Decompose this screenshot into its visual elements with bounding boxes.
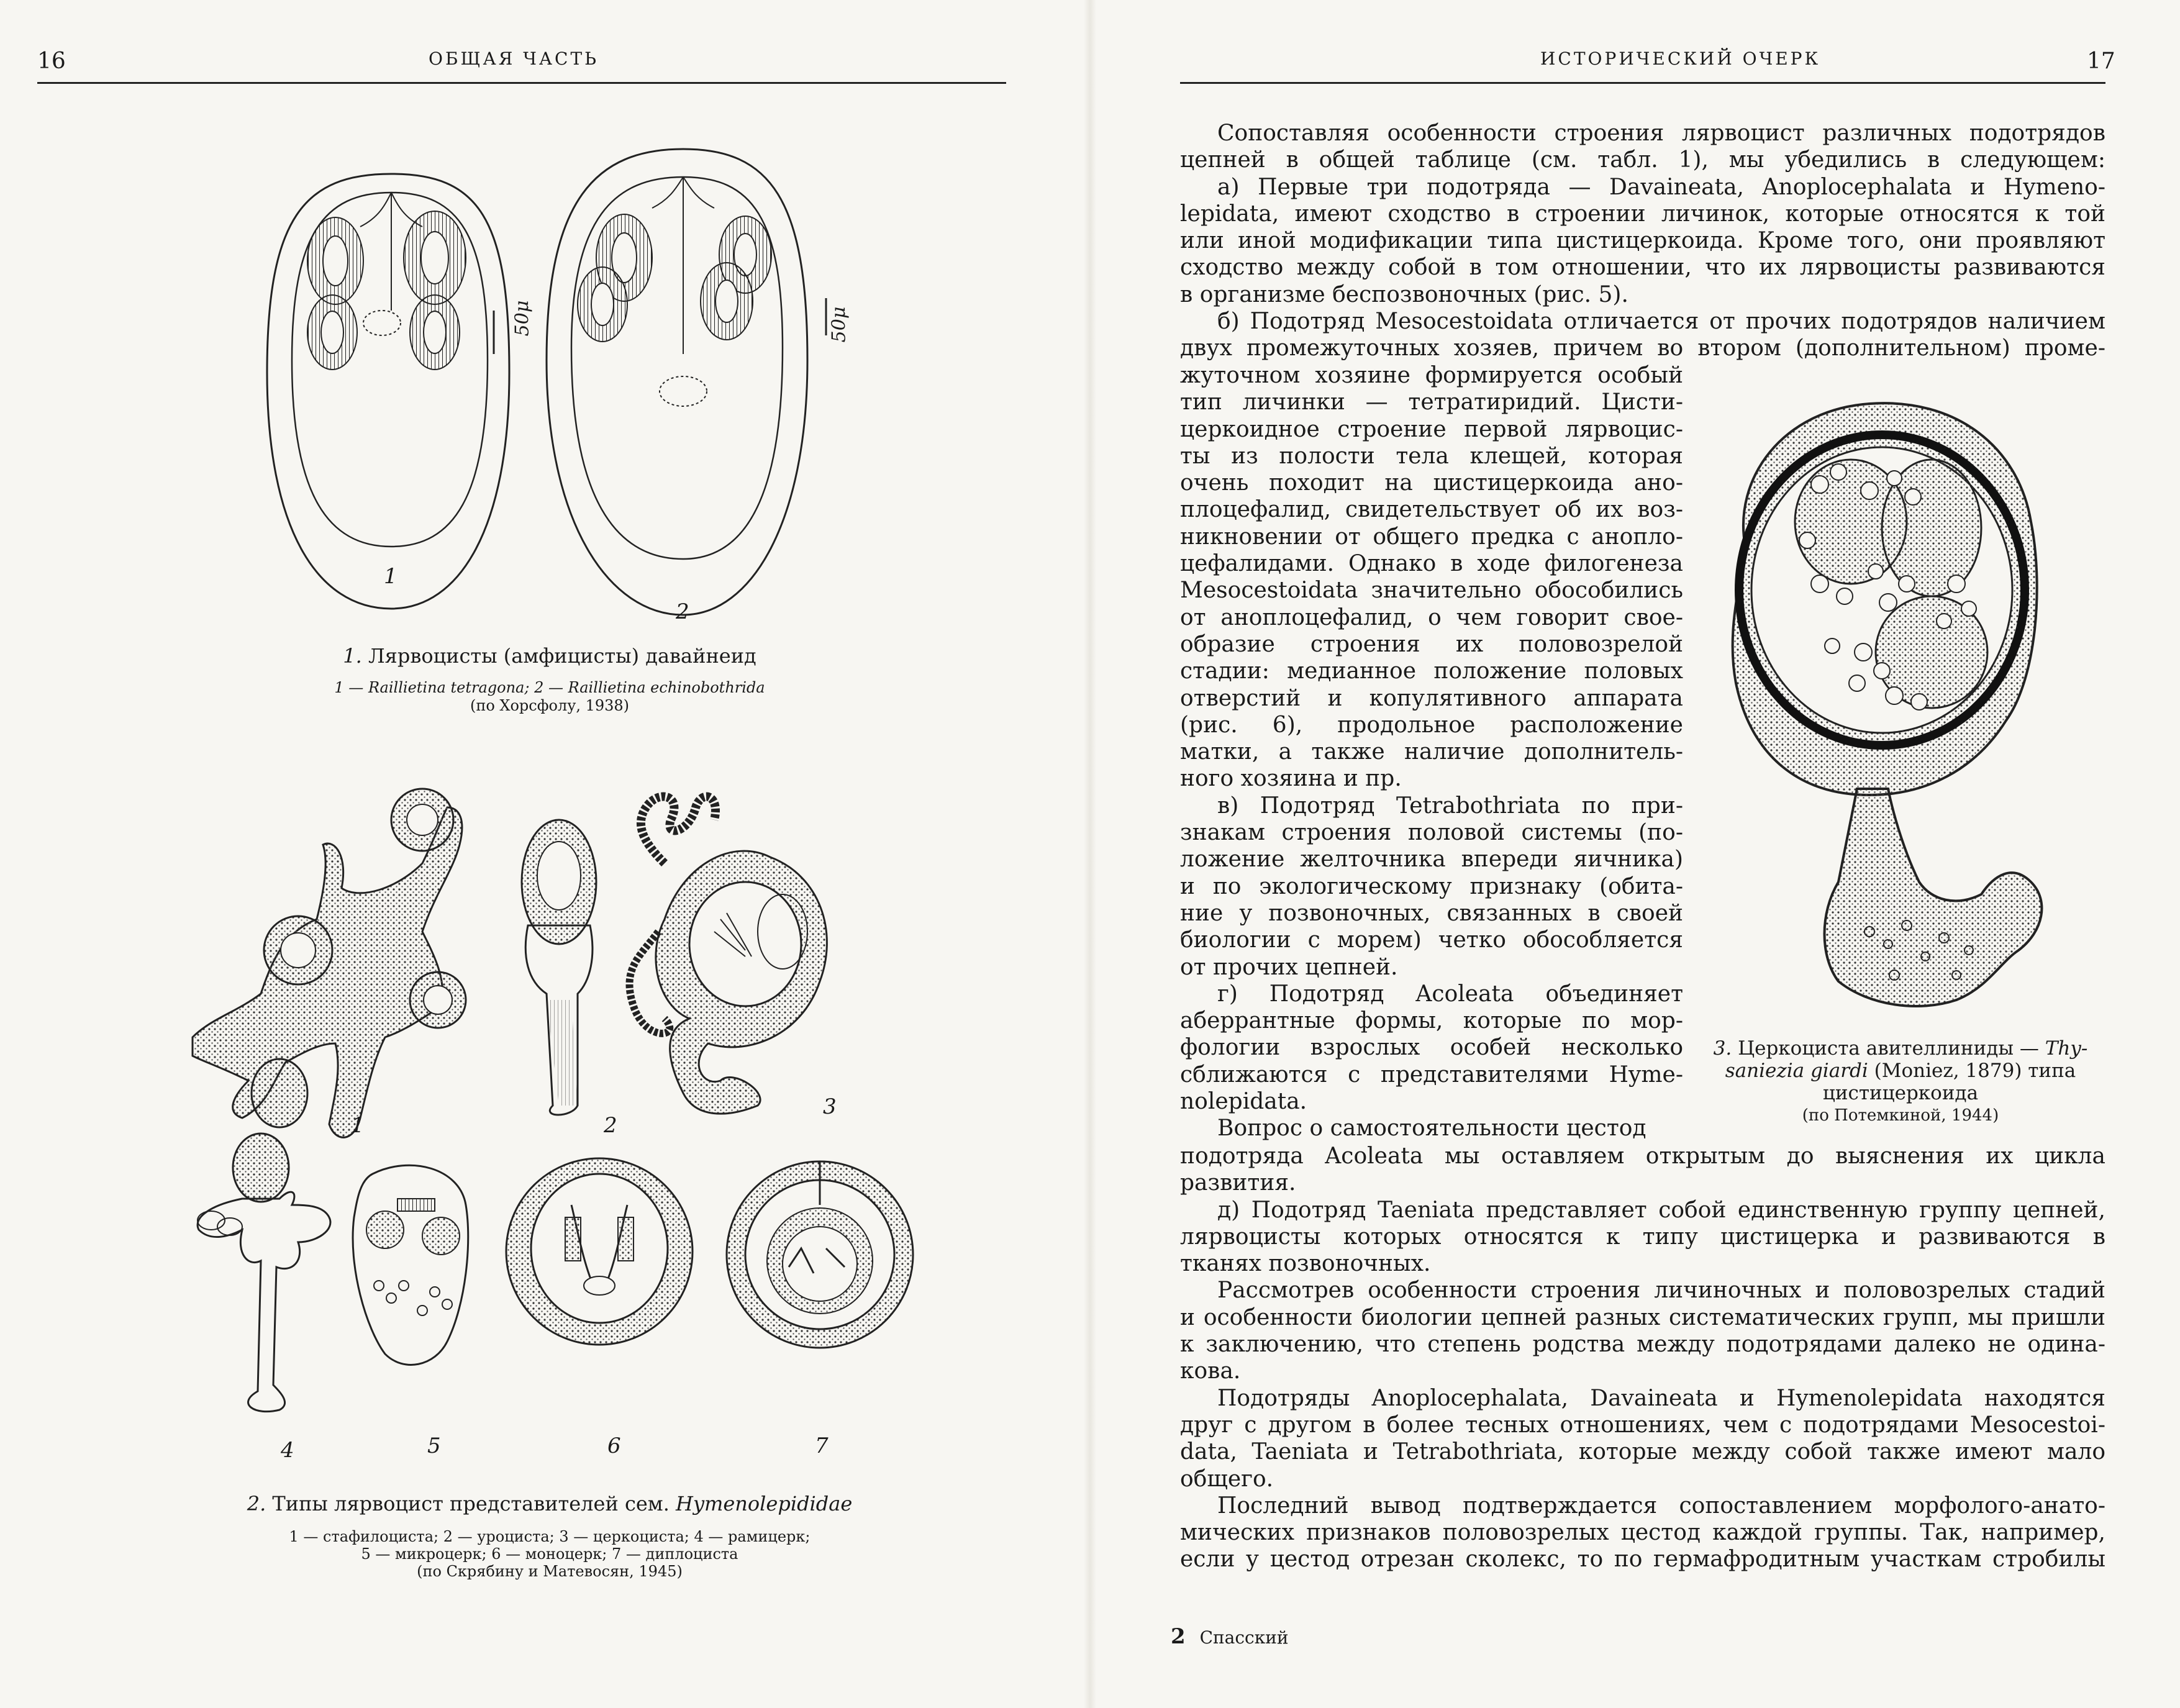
text-line: nolepidata. (1180, 1089, 1307, 1115)
fig1-title: Лярвоцисты (амфицисты) давайнеид (368, 644, 756, 668)
text-line: ложение желточника впереди яичника) (1180, 847, 1683, 873)
text-line: матки, а также наличие дополнитель- (1180, 739, 1683, 765)
fig2-label-2: 2 (604, 1113, 617, 1138)
text-line: церкоидное строение первой лярвоцис- (1180, 416, 1683, 442)
page-number: 17 (2087, 48, 2115, 74)
fig2-label-3: 3 (823, 1094, 837, 1119)
text-line: Последний вывод подтверждается сопоставлением морфолого-анато- (1217, 1492, 2105, 1519)
text-line: цепней в общей таблице (см. табл. 1), мы убедились в следующем: (1180, 147, 2105, 173)
text-line: а) Первые три подотряда — Davaineata, Anoplocephalata и Hymeno- (1217, 174, 2105, 200)
diplocyst (727, 1161, 913, 1348)
fig1-legend-num-1: 1 — (334, 679, 364, 696)
monocercus (506, 1158, 693, 1345)
fig1-legend-taxon-1: Raillietina tetragona; (368, 679, 530, 696)
text-line: ние у позвоночных, связанных в своей (1180, 900, 1683, 926)
signature-footer (1171, 1624, 1289, 1649)
text-line: lepidata, имеют сходство в строении личинок, которые относятся к той (1180, 201, 2105, 227)
running-head: ИСТОРИЧЕСКИЙ ОЧЕРК (1540, 48, 1821, 69)
page-number: 16 (37, 48, 66, 74)
scale-label-2: 50μ (828, 306, 850, 343)
fig3-caption-line-3: цистицеркоида (1822, 1082, 1979, 1104)
urocyst (522, 820, 596, 1115)
fig1-legend-taxon-2: Raillietina echinobothrida (568, 679, 765, 696)
cercocyst (630, 797, 827, 1114)
text-line: если у цестод отрезан сколекс, то по гермафродитным участкам стробилы (1180, 1547, 2105, 1573)
text-line: data, Taeniata и Tetrabothriata, которые между собой также имеют мало (1180, 1439, 2105, 1465)
text-line: тип личинки — тетратиридий. Цисти- (1180, 389, 1683, 416)
figure-3-caption (1696, 1037, 2105, 1127)
text-line: б) Подотряд Mesocestoidata отличается от прочих подотрядов наличием (1217, 309, 2105, 335)
text-line: ного хозяина и пр. (1180, 766, 1402, 792)
fig1-number: 1. (343, 644, 362, 668)
signature-number: 2 (1171, 1624, 1186, 1649)
fig2-taxon: Hymenolepididae (676, 1492, 853, 1515)
fig3-caption-line-2: (Moniez, 1879) типа (1874, 1060, 2076, 1082)
text-line: жуточном хозяине формируется особый (1180, 363, 1683, 388)
text-line: биологии с морем) четко обособляется (1180, 927, 1683, 953)
fig3-caption-line-1: Церкоциста авителлиниды — (1738, 1037, 2039, 1060)
text-line: ты из полости тела клещей, которая (1180, 443, 1683, 469)
text-line: от прочих цепней. (1180, 954, 1398, 980)
figure-1-drawing (248, 124, 838, 646)
text-line: Сопоставляя особенности строения лярвоцист различных подотрядов (1217, 120, 2105, 146)
fig3-number: 3. (1713, 1037, 1732, 1060)
text-line: двух промежуточных хозяев, причем во втором (дополнительном) проме- (1180, 335, 2105, 361)
text-line: в) Подотряд Tetrabothriata по при- (1217, 793, 1683, 819)
fig3-taxon-part-1: Thy- (2045, 1037, 2088, 1060)
microcercus (353, 1165, 468, 1365)
running-head: ОБЩАЯ ЧАСТЬ (429, 48, 599, 69)
fig2-label-5: 5 (427, 1433, 441, 1458)
fig2-number: 2. (247, 1492, 266, 1515)
text-line: фологии взрослых особей несколько (1180, 1035, 1683, 1061)
text-line: Вопрос о самостоятельности цестод (1217, 1115, 1646, 1142)
text-line: д) Подотряд Taeniata представляет собой единственную группу цепней, (1217, 1197, 2105, 1223)
larvocyst-1 (267, 174, 509, 609)
text-line: отверстий и копулятивного аппарата (1180, 685, 1683, 711)
text-line: Рассмотрев особенности строения личиночных и половозрелых стадий (1217, 1278, 2105, 1304)
text-line: цефалидами. Однако в ходе филогенеза (1180, 551, 1683, 577)
text-line: и особенности биологии цепней разных систематических групп, мы пришли (1180, 1304, 2105, 1330)
figure-2-legend-line-2: 5 — микроцерк; 6 — моноцерк; 7 — диплоциста (361, 1545, 738, 1563)
text-line: в организме беспозвоночных (рис. 5). (1180, 281, 1628, 307)
header-rule (37, 82, 1006, 84)
text-line: тканях позвоночных. (1180, 1251, 1431, 1277)
fig2-label-4: 4 (281, 1438, 294, 1463)
text-line: друг с другом в более тесных отношениях, чем с подотрядами Mesocestoi- (1180, 1412, 2105, 1438)
fig2-label-6: 6 (607, 1433, 621, 1458)
figure-2-caption (155, 1491, 944, 1517)
larvocyst-2 (547, 149, 807, 615)
text-line: сближаются с представителями Hyme- (1180, 1061, 1683, 1088)
text-line: образие строения их половозрелой (1180, 631, 1683, 657)
text-line: г) Подотряд Acoleata объединяет (1217, 981, 1683, 1007)
text-line: (рис. 6), продольное расположение (1180, 712, 1683, 738)
figure-2-source: (по Скрябину и Матевосян, 1945) (417, 1563, 683, 1580)
text-line: плоцефалид, свидетельствует об их воз- (1180, 497, 1683, 523)
text-line: или иной модификации типа цистицеркоида. Кроме того, они проявляют (1180, 228, 2105, 254)
fig1-label-2: 2 (676, 599, 689, 624)
text-line: лярвоцисты которых относятся к типу цистицерка и развиваются в (1180, 1224, 2105, 1250)
fig2-label-1: 1 (351, 1113, 365, 1138)
text-line: сходство между собой в том отношении, что их лярвоцисты развиваются (1180, 255, 2105, 281)
fig1-legend-num-2: 2 — (534, 679, 563, 696)
text-line: кова. (1180, 1358, 1241, 1384)
staphylocyst (193, 789, 466, 1137)
text-line: Mesocestoidata значительно обособились (1180, 578, 1683, 604)
header-rule (1180, 82, 2105, 84)
text-block-narrow (1180, 362, 1683, 1142)
fig1-label-1: 1 (384, 564, 397, 589)
text-line: общего. (1180, 1466, 1274, 1492)
fig2-title: Типы лярвоцист представителей сем. (272, 1492, 670, 1515)
ramicercus (198, 1133, 330, 1412)
text-line: мических признаков половозрелых цестод каждой группы. Так, например, (1180, 1520, 2105, 1546)
text-block-bottom (1180, 1143, 2105, 1573)
figure-1-caption (186, 643, 913, 669)
text-line: Подотряды Anoplocephalata, Davaineata и Hymenolepidata находятся (1217, 1385, 2105, 1411)
fig2-label-7: 7 (815, 1433, 829, 1458)
text-line: и по экологическому признаку (обита- (1180, 873, 1683, 899)
text-line: от аноплоцефалид, о чем говорит свое- (1180, 604, 1683, 630)
text-line: знакам строения половой системы (по- (1180, 820, 1683, 846)
figure-3-drawing (1708, 385, 2056, 1031)
text-line: к заключению, что степень родства между подотрядами далеко не одина- (1180, 1332, 2105, 1358)
text-line: аберрантные формы, которые по мор- (1180, 1008, 1683, 1034)
text-line: подотряда Acoleata мы оставляем открытым до выяснения их цикла (1180, 1143, 2105, 1169)
text-line: стадии: медианное положение половых (1180, 658, 1683, 684)
text-block-top (1180, 120, 2105, 362)
text-line: очень походит на цистицеркоида ано- (1180, 470, 1683, 496)
fig3-taxon-part-2: saniezia giardi (1725, 1060, 1868, 1082)
text-line: никновении от общего предка с аноплo- (1180, 524, 1683, 550)
fig3-source: (по Потемкиной, 1944) (1802, 1106, 1999, 1125)
figure-2-drawing (174, 770, 919, 1441)
signature-name: Спасский (1199, 1627, 1289, 1648)
scale-label-1: 50μ (511, 300, 534, 337)
right-page (1090, 0, 2180, 1708)
figure-2-legend-line-1: 1 — стафилоциста; 2 — уроциста; 3 — церкоциста; 4 — рамицерк; (289, 1528, 811, 1545)
text-line: развития. (1180, 1170, 1296, 1196)
figure-1-source: (по Хорсфолу, 1938) (470, 697, 630, 714)
figure-1-legend (186, 679, 913, 696)
